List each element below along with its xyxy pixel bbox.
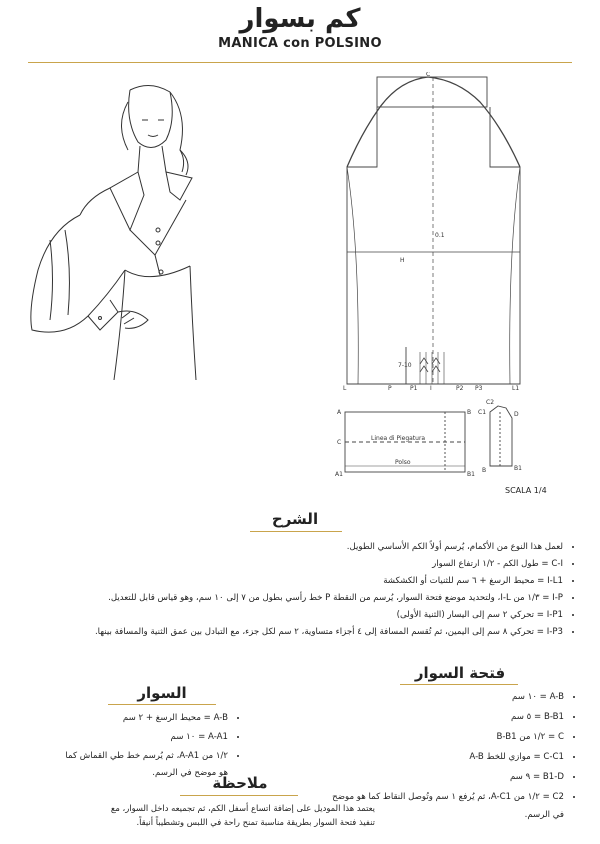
fold-line-label: Linea di Piegatura: [371, 435, 426, 442]
cuff-label-A: A: [337, 409, 342, 416]
opening-divider: [400, 684, 518, 685]
fashion-illustration: [10, 80, 200, 380]
page-title-arabic: كم بسوار: [239, 4, 361, 34]
cuff-label-B: B: [467, 409, 472, 416]
explanation-title: الشرح: [271, 510, 319, 528]
polso-label: Polso: [395, 459, 411, 466]
placket-label-B1: B1: [514, 465, 522, 472]
page-title-italian: MANICA con POLSINO: [218, 36, 382, 51]
cuff-item: • A-B = محيط الرسغ + ٢ سم: [60, 710, 228, 727]
opening-title: فتحة السوار: [414, 664, 506, 682]
note-text: يعتمد هذا الموديل على إضافة اتساع أسفل الكم، ثم تجميعه داخل السوار، مع تنفيذ فتحة السوار بطريقة مناسبة تمنح راحة في اللبس وتشطيباً أنيقاً.: [110, 803, 375, 827]
scale-label: SCALA 1/4: [505, 486, 547, 495]
explanation-item: • C-I = طول الكم - ١/٢ ارتفاع السوار: [25, 557, 563, 572]
explanation-list: [25, 540, 575, 642]
placket-label-C1: C1: [478, 409, 487, 416]
placket-label-C2: C2: [486, 399, 495, 406]
cuff-label-C: C: [337, 439, 342, 446]
label-P3: P3: [475, 385, 483, 392]
opening-item: • C-C1 = موازي للخط A-B: [320, 748, 564, 766]
header-divider: [28, 62, 572, 63]
cuff-title: السوار: [137, 684, 187, 702]
explanation-item: • I-P = ١/٣ من I-L، ولتحديد موضع فتحة السوار، يُرسم من النقطة P خط رأسي بطول من ٧ إلى ١٠ سم، وهو قياس قابل للتعديل.: [25, 591, 563, 606]
explanation-item: • لعمل هذا النوع من الأكمام، يُرسم أولاً الكم الأساسي الطويل.: [25, 540, 563, 555]
sleeve-pattern-draft: [340, 72, 530, 392]
opening-item: • A-B = ١٠ سم: [320, 688, 564, 706]
label-length: 0.1: [435, 232, 445, 239]
label-C: C: [426, 72, 431, 78]
label-L1: L1: [512, 385, 520, 392]
placket-label-D: D: [514, 411, 519, 418]
note-title: ملاحظة: [212, 774, 268, 792]
opening-item: • B1-D = ٩ سم: [320, 768, 564, 786]
label-I: I: [430, 385, 432, 392]
cuff-item: • A-A1 = ١٠ سم: [60, 729, 228, 746]
label-P: P: [388, 385, 392, 392]
label-L: L: [343, 385, 347, 392]
opening-item: • C = ١/٢ من B-B1: [320, 728, 564, 746]
cuff-item: • ١/٢ من A-A1، ثم يُرسم خط طي القماش كما هو موضح في الرسم.: [60, 748, 228, 782]
opening-item: • B-B1 = ٥ سم: [320, 708, 564, 726]
label-P1: P1: [410, 385, 418, 392]
placket-label-B: B: [482, 467, 487, 474]
explanation-item: • I-L1 = محيط الرسغ + ٦ سم للثنيات أو الكشكشة: [25, 574, 563, 589]
explanation-item: • I-P1 = تحركي ٢ سم إلى اليسار (الثنية الأولى): [25, 608, 563, 623]
label-H: H: [400, 257, 405, 264]
cuff-divider: [108, 704, 216, 705]
pattern-point-labels: [343, 72, 519, 392]
note-divider: [180, 795, 298, 796]
explanation-item: • I-P3 = تحركي ٨ سم إلى اليمين، ثم تُقسم المسافة إلى ٤ أجزاء متساوية، ٢ سم لكل جزء، مع التبادل بين عمق الثنية والمسافة بينها.: [25, 625, 563, 640]
explanation-divider: [250, 531, 342, 532]
label-P2: P2: [456, 385, 464, 392]
cuff-list: [60, 710, 240, 784]
placket-pattern: [478, 396, 538, 476]
label-opening-length: 7-10: [398, 362, 412, 369]
cuff-pattern: [335, 398, 475, 483]
opening-item: • C2 = ١/٢ من A-C1، ثم يُرفع ١ سم وتُوصل النقاط كما هو موضح في الرسم.: [320, 788, 564, 824]
cuff-label-A1: A1: [335, 471, 343, 478]
cuff-label-B1: B1: [467, 471, 475, 478]
